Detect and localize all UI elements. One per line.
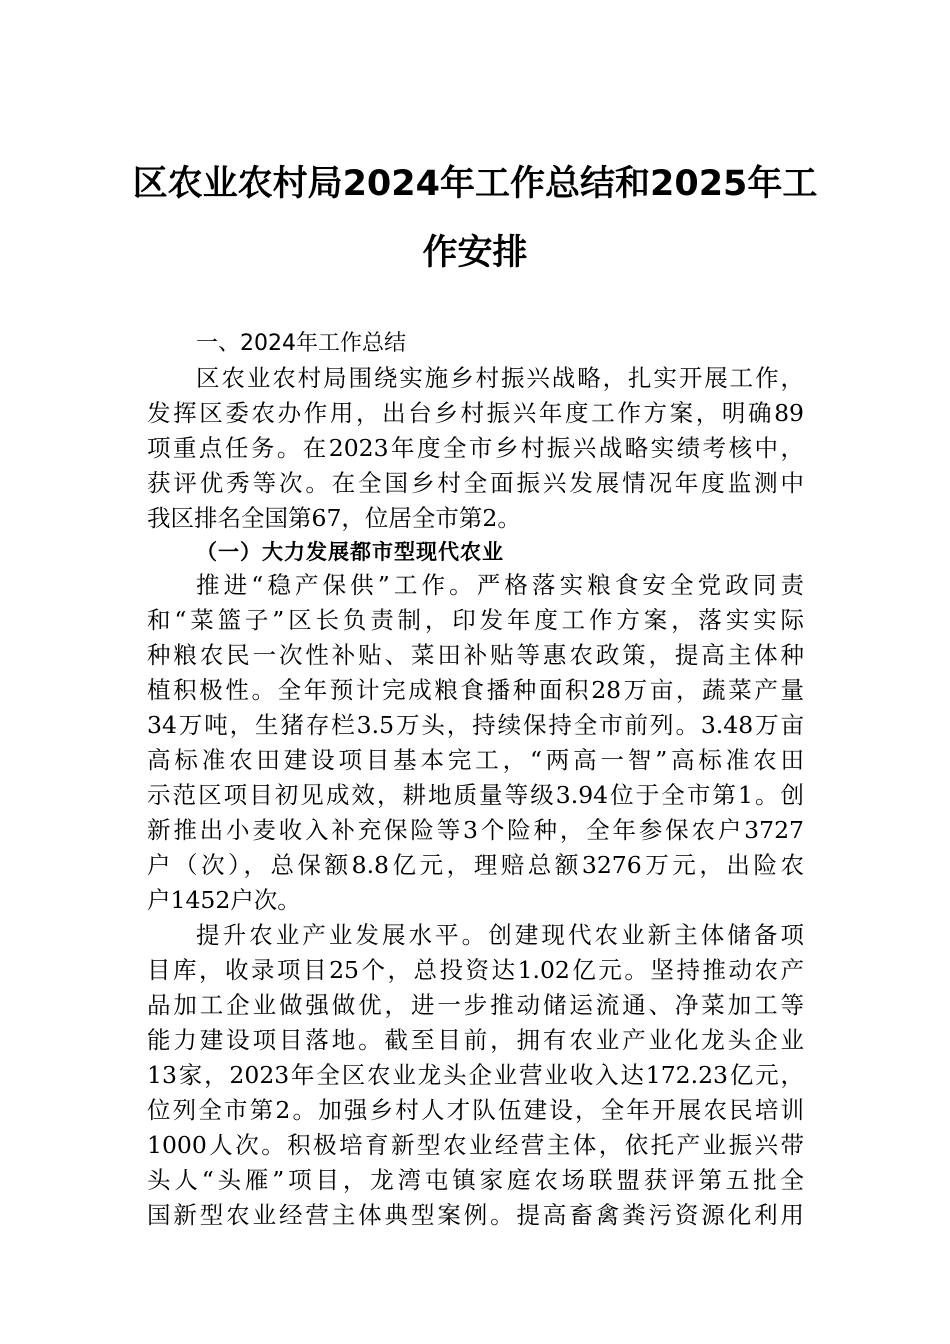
paragraph-line: 品加工企业做强做优，进一步推动储运流通、净菜加工等 xyxy=(147,991,804,1019)
paragraph-line: 户1452户次。 xyxy=(147,886,301,914)
paragraph-line: 种粮农民一次性补贴、菜田补贴等惠农政策，提高主体种 xyxy=(147,641,804,669)
section-heading: 一、2024年工作总结 xyxy=(196,331,406,356)
paragraph-line: 示范区项目初见成效，耕地质量等级3.94位于全市第1。创 xyxy=(147,781,804,809)
intro-line: 发挥区委农办作用，出台乡村振兴年度工作方案，明确89 xyxy=(147,399,804,427)
paragraph-line: 目库，收录项目25个，总投资达1.02亿元。坚持推动农产 xyxy=(147,956,804,984)
document-title-line-2: 作安排 xyxy=(422,233,528,273)
paragraph-line: 植积极性。全年预计完成粮食播种面积28万亩，蔬菜产量 xyxy=(147,676,804,704)
paragraph-line: 和“菜篮子”区长负责制，印发年度工作方案，落实实际 xyxy=(147,606,804,634)
paragraph-line: 能力建设项目落地。截至目前，拥有农业产业化龙头企业 xyxy=(147,1026,804,1054)
intro-line: 区农业农村局围绕实施乡村振兴战略，扎实开展工作， xyxy=(196,364,804,392)
paragraph-line: 提升农业产业发展水平。创建现代农业新主体储备项 xyxy=(196,921,804,949)
intro-line: 项重点任务。在2023年度全市乡村振兴战略实绩考核中， xyxy=(147,434,804,462)
paragraph-line: 新推出小麦收入补充保险等3个险种，全年参保农户3727 xyxy=(147,816,804,844)
paragraph-line: 户（次），总保额8.8亿元，理赔总额3276万元，出险农 xyxy=(147,851,804,879)
paragraph-line: 头人“头雁”项目，龙湾屯镇家庭农场联盟获评第五批全 xyxy=(147,1166,804,1194)
paragraph-line: 13家，2023年全区农业龙头企业营业收入达172.23亿元， xyxy=(147,1061,804,1089)
paragraph-line: 推进“稳产保供”工作。严格落实粮食安全党政同责 xyxy=(196,571,804,599)
paragraph-line: 高标准农田建设项目基本完工，“两高一智”高标准农田 xyxy=(147,746,804,774)
paragraph-line: 国新型农业经营主体典型案例。提高畜禽粪污资源化利用 xyxy=(147,1201,804,1229)
subsection-heading: （一）大力发展都市型现代农业 xyxy=(196,540,504,564)
document-title-line-1: 区农业农村局2024年工作总结和2025年工 xyxy=(132,164,818,204)
paragraph-line: 位列全市第2。加强乡村人才队伍建设，全年开展农民培训 xyxy=(147,1096,804,1124)
intro-line: 我区排名全国第67，位居全市第2。 xyxy=(147,504,521,532)
paragraph-line: 1000人次。积极培育新型农业经营主体，依托产业振兴带 xyxy=(147,1131,804,1159)
paragraph-line: 34万吨，生猪存栏3.5万头，持续保持全市前列。3.48万亩 xyxy=(147,711,804,739)
intro-line: 获评优秀等次。在全国乡村全面振兴发展情况年度监测中 xyxy=(147,469,804,497)
